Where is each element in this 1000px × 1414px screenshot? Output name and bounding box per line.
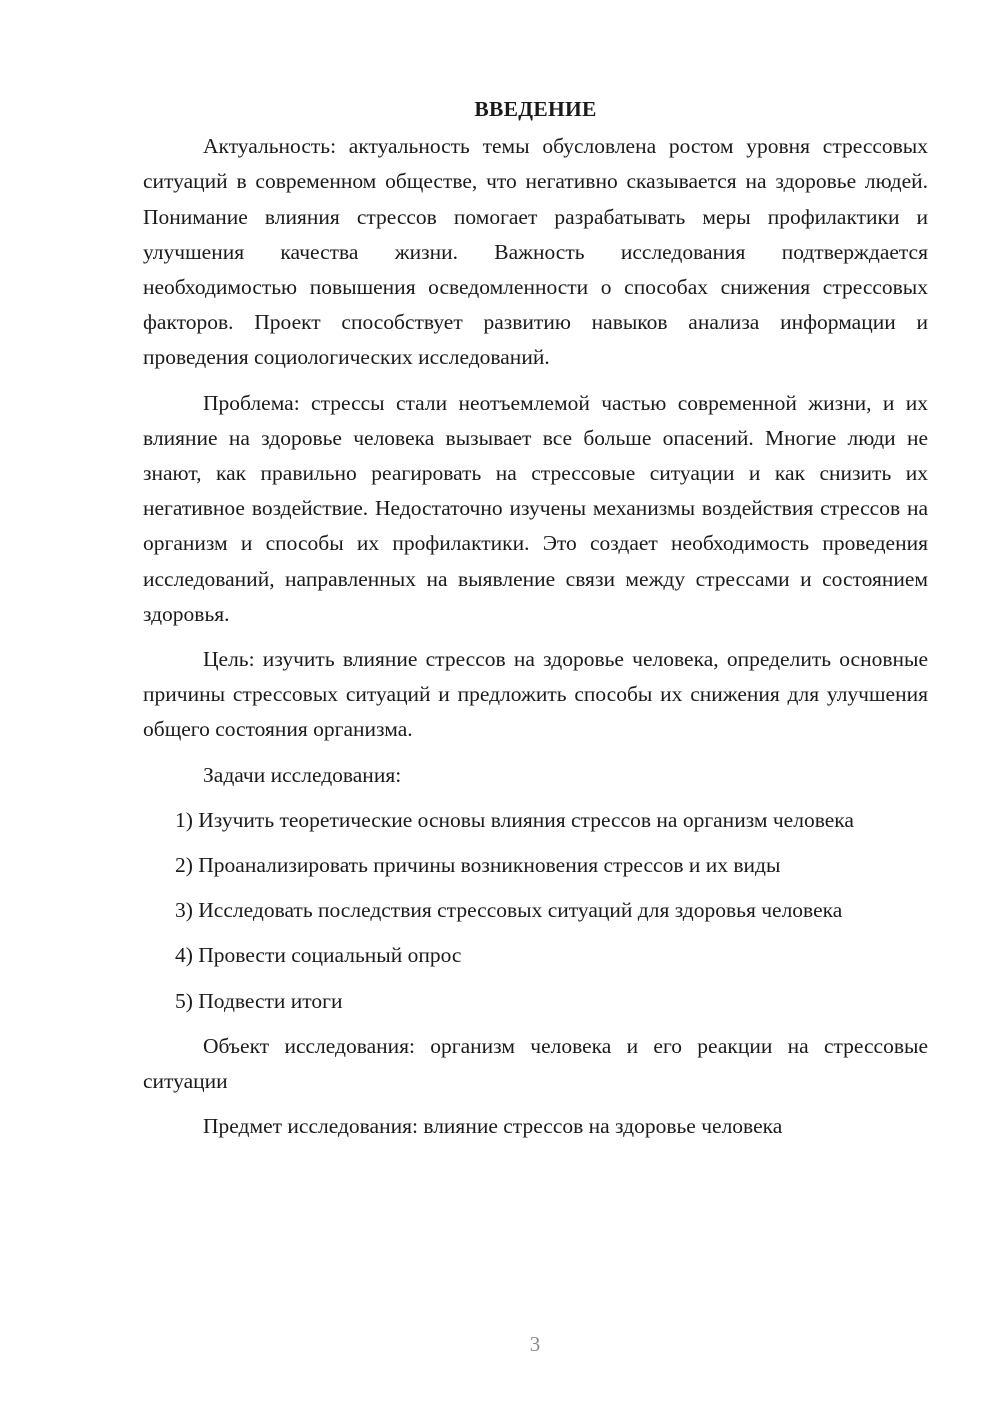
task-item-2: 2) Проанализировать причины возникновения стрессов и их виды [175,853,781,878]
document-page [143,92,928,1154]
section-title: ВВЕДЕНИЕ [474,97,597,121]
task-item-3: 3) Исследовать последствия стрессовых ситуаций для здоровья человека [175,898,843,923]
paragraph-problem: Проблема: стрессы стали неотъемлемой частью современной жизни, и их влияние на здоровье человека вызывает все больше опасений. Многие люди не знают, как правильно реагировать на стрессовые ситуации и как снизить их негативное воздействие. Недостаточно изучены механизмы воздействия стрессов на организм и способы их профилактики. Это создает необходимость проведения исследований, направленных на выявление связи между стрессами и состоянием здоровья. [143,390,928,626]
page-number: 3 [529,1332,541,1356]
tasks-heading: Задачи исследования: [203,762,402,787]
paragraph-relevance: Актуальность: актуальность темы обусловлена ростом уровня стрессовых ситуаций в современном обществе, что негативно сказывается на здоровье людей. Понимание влияния стрессов помогает разрабатывать меры профилактики и улучшения качества жизни. Важность исследования подтверждается необходимостью повышения осведомленности о способах снижения стрессовых факторов. Проект способствует развитию навыков анализа информации и проведения социологических исследований. [143,134,928,370]
task-item-1: 1) Изучить теоретические основы влияния стрессов на организм человека [175,807,854,832]
task-item-5: 5) Подвести итоги [175,988,343,1013]
paragraph-object: Объект исследования: организм человека и его реакции на стрессовые ситуации [143,1033,928,1094]
task-item-4: 4) Провести социальный опрос [175,943,462,968]
paragraph-goal: Цель: изучить влияние стрессов на здоровье человека, определить основные причины стрессовых ситуаций и предложить способы их снижения для улучшения общего состояния организма. [143,647,928,742]
paragraph-subject: Предмет исследования: влияние стрессов на здоровье человека [203,1114,783,1139]
